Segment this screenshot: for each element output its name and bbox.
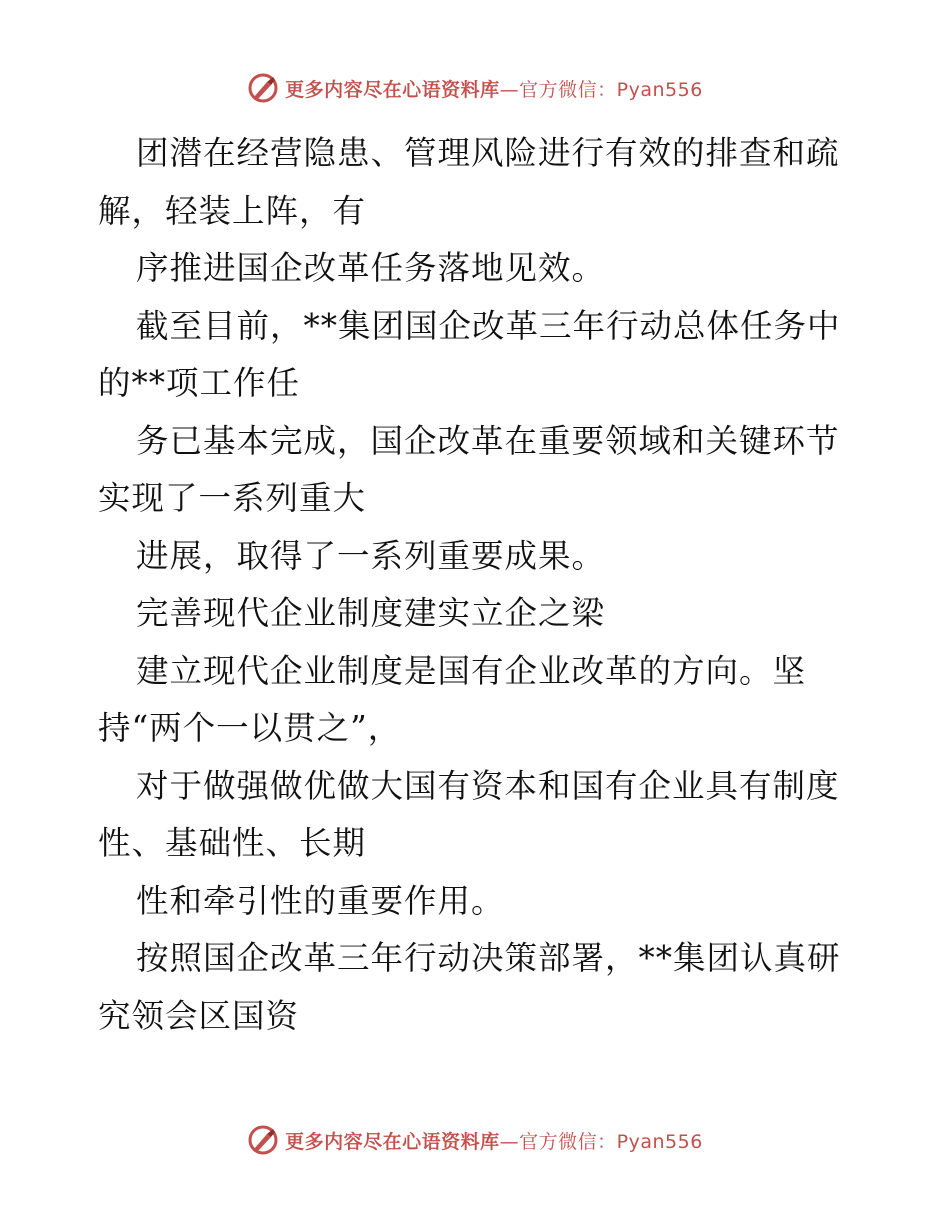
text-line: 的**项工作任 bbox=[98, 364, 301, 402]
text-line: 进展，取得了一系列重要成果。 bbox=[136, 536, 606, 575]
watermark-contact-text: 官方微信：Pyan556 bbox=[519, 1130, 703, 1153]
text-line: 性和牵引性的重要作用。 bbox=[136, 881, 505, 920]
section-heading: 完善现代企业制度建实立企之梁 bbox=[136, 594, 606, 632]
watermark-contact-text: 官方微信：Pyan556 bbox=[519, 78, 703, 101]
text-line: 序推进国企改革任务落地见效。 bbox=[136, 249, 606, 287]
watermark-main-text: 更多内容尽在心语资料库 bbox=[285, 1130, 500, 1153]
text-line: 务已基本完成，国企改革在重要领域和关键环节 bbox=[136, 421, 840, 460]
text-line: 实现了一系列重大 bbox=[98, 479, 367, 517]
pen-circle-logo-icon bbox=[247, 1124, 279, 1156]
text-line: 性、基础性、长期 bbox=[98, 824, 367, 862]
text-line: 究领会区国资 bbox=[98, 996, 300, 1035]
text-line: 建立现代企业制度是国有企业改革的方向。坚 bbox=[136, 651, 807, 690]
text-line: 按照国企改革三年行动决策部署，**集团认真研 bbox=[136, 939, 841, 977]
text-line: 团潜在经营隐患、管理风险进行有效的排查和疏 bbox=[136, 134, 840, 172]
watermark-main-text: 更多内容尽在心语资料库 bbox=[285, 78, 500, 101]
footer-watermark bbox=[0, 1124, 950, 1156]
header-watermark bbox=[0, 72, 950, 104]
watermark-text bbox=[285, 1127, 703, 1154]
watermark-text bbox=[285, 75, 703, 102]
watermark-separator: — bbox=[499, 78, 520, 101]
text-line: 对于做强做优做大国有资本和国有企业具有制度 bbox=[136, 766, 840, 805]
text-line: 截至目前，**集团国企改革三年行动总体任务中 bbox=[136, 306, 841, 345]
text-line: 解，轻装上阵，有 bbox=[98, 191, 367, 230]
document-body bbox=[98, 125, 858, 1045]
text-line: 持“两个一以贯之”， bbox=[98, 709, 402, 747]
pen-circle-logo-icon bbox=[247, 72, 279, 104]
watermark-separator: — bbox=[499, 1130, 520, 1153]
